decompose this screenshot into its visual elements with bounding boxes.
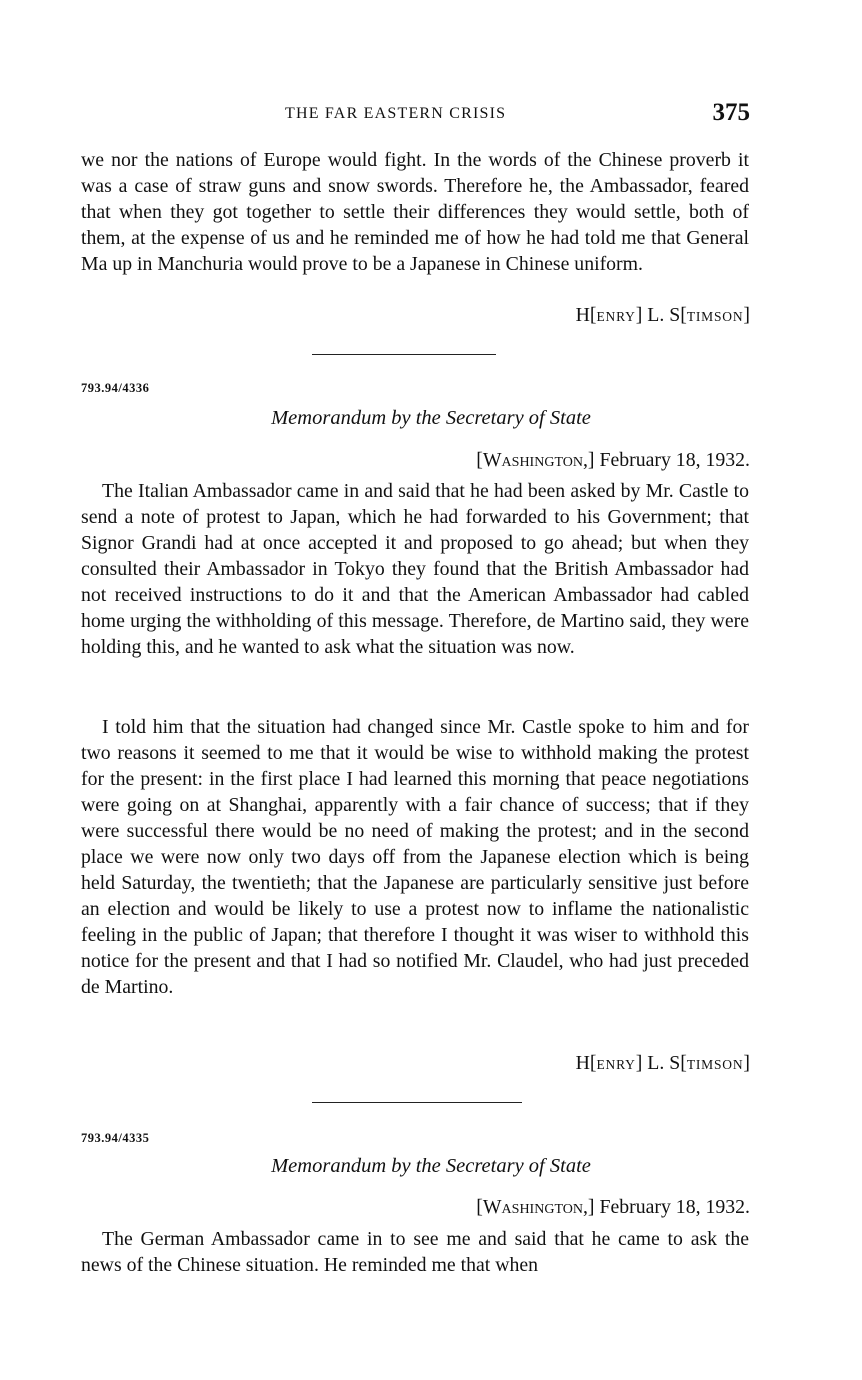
dateline: [Washington,] February 18, 1932. (476, 1196, 750, 1218)
file-number: 793.94/4335 (81, 1131, 150, 1145)
page-header (80, 100, 750, 130)
dateline: [Washington,] February 18, 1932. (476, 449, 750, 471)
memo-paragraph: The German Ambassador came in to see me and said that he came to ask the news of the Chinese situation. He reminded me that when (81, 1228, 749, 1276)
memo-title: Memorandum by the Secretary of State (271, 407, 591, 429)
memo-paragraph: I told him that the situation had changed since Mr. Castle spoke to him and for two reasons it seemed to me that it would be wise to withhold making the protest for the present: in the first place I had learned this morning that peace negotiations were going on at Shanghai, apparently with a fair chance of success; that if they were successful there would be no need of making the protest; and in the second place we were now only two days off from the Japanese election which is being held Saturday, the twentieth; that the Japanese are particularly sensitive just before an election and would be likely to use a protest now to inflame the nationalistic feeling in the public of Japan; that therefore I thought it was wiser to withhold this notice for the present and that I had so notified Mr. Claudel, who had just preceded de Martino. (81, 716, 749, 998)
page-number: 375 (712, 99, 750, 126)
signature-1: H[ENRY] L. S[TIMSON] (575, 304, 750, 326)
continued-paragraph: we nor the nations of Europe would fight. In the words of the Chinese proverb it was a case of straw guns and snow swords. Therefore he, the Ambassador, feared that when they got together to settle their differences they would settle, both of them, at the expense of us and he reminded me of how he had told me that General Ma up in Manchuria would prove to be a Japanese in Chinese uniform. (81, 149, 749, 275)
memo-paragraph: The Italian Ambassador came in and said that he had been asked by Mr. Castle to send a note of protest to Japan, which he had forwarded to his Government; that Signor Grandi had at once accepted it and proposed to go ahead; but when they consulted their Ambassador in Tokyo they found that the British Ambassador had not received instructions to do it and that the American Ambassador had cabled home urging the withholding of this message. Therefore, de Martino said, they were holding this, and he wanted to ask what the situation was now. (81, 480, 749, 658)
running-title: THE FAR EASTERN CRISIS (285, 105, 507, 122)
file-number: 793.94/4336 (81, 381, 150, 395)
section-divider (312, 1102, 522, 1103)
signature-2: H[ENRY] L. S[TIMSON] (575, 1052, 750, 1074)
memo-title: Memorandum by the Secretary of State (271, 1155, 591, 1177)
section-divider (312, 354, 496, 355)
